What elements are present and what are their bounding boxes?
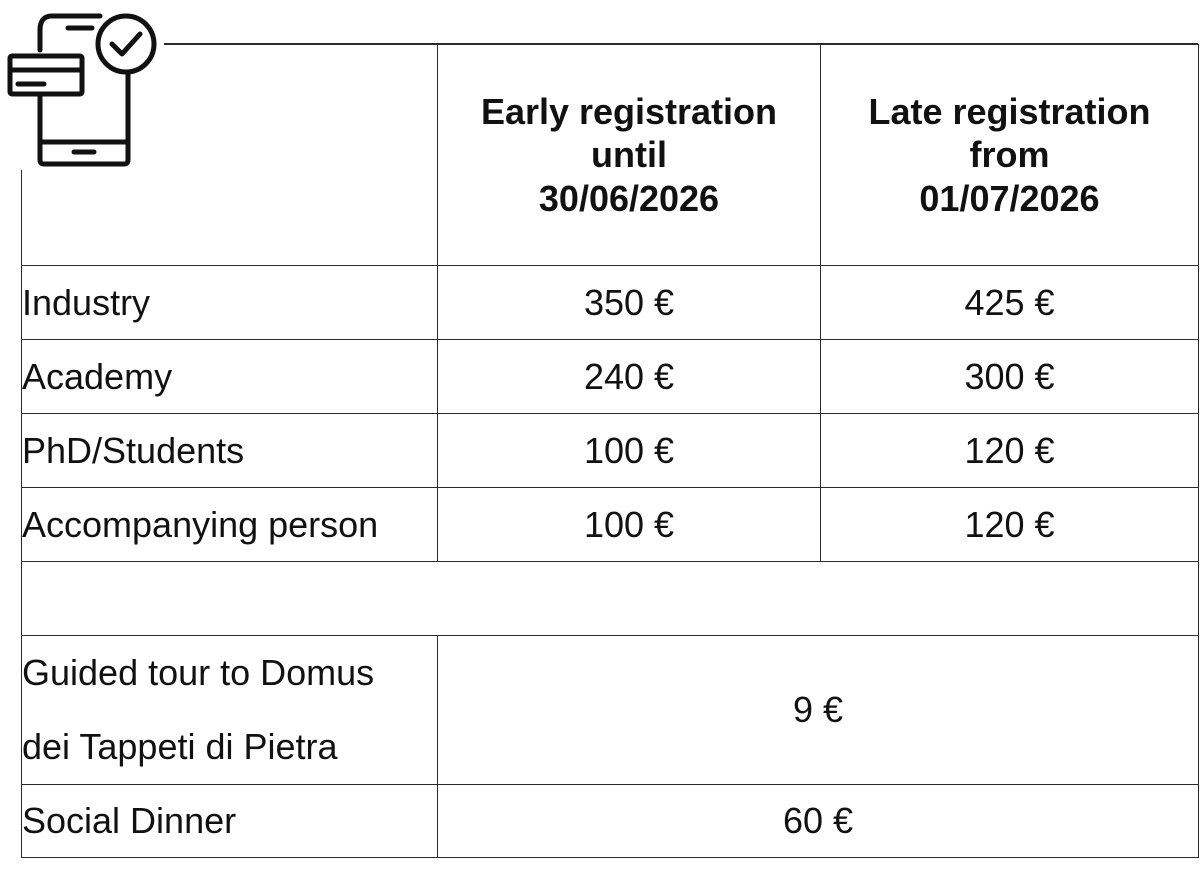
table-spacer-row xyxy=(22,562,1199,636)
header-early-line-3: 30/06/2026 xyxy=(538,177,720,219)
spacer-cell xyxy=(22,562,1199,636)
table-row-phd-students xyxy=(22,414,1199,488)
row-label: Academy xyxy=(22,340,438,414)
late-price: 425 € xyxy=(821,266,1199,340)
late-price: 300 € xyxy=(821,340,1199,414)
dinner-price: 60 € xyxy=(438,785,1199,858)
late-price: 120 € xyxy=(821,414,1199,488)
header-late-line-1: Late registration xyxy=(868,91,1151,133)
table-row-industry xyxy=(22,266,1199,340)
mobile-payment-icon xyxy=(4,10,164,170)
table-row-social-dinner xyxy=(22,785,1199,858)
table-row-guided-tour xyxy=(22,636,1199,785)
row-label: PhD/Students xyxy=(22,414,438,488)
header-late-line-2: from xyxy=(969,134,1050,176)
early-price: 100 € xyxy=(438,488,821,562)
registration-fees-table xyxy=(21,44,1199,858)
header-early-registration xyxy=(438,45,821,266)
row-label: Accompanying person xyxy=(22,488,438,562)
header-early-line-1: Early registration xyxy=(480,91,778,133)
table-row-academy xyxy=(22,340,1199,414)
table-row-accompanying-person xyxy=(22,488,1199,562)
tour-price: 9 € xyxy=(438,636,1199,785)
header-late-registration xyxy=(821,45,1199,266)
tour-label-line-2: dei Tappeti di Pietra xyxy=(22,726,338,767)
row-label: Industry xyxy=(22,266,438,340)
table-header-row xyxy=(22,45,1199,266)
header-late-line-3: 01/07/2026 xyxy=(919,177,1100,219)
row-label: Social Dinner xyxy=(22,785,438,858)
late-price: 120 € xyxy=(821,488,1199,562)
row-label xyxy=(22,636,438,785)
tour-label-line-1: Guided tour to Domus xyxy=(22,652,375,693)
early-price: 350 € xyxy=(438,266,821,340)
early-price: 240 € xyxy=(438,340,821,414)
registration-fees-table-container xyxy=(21,44,1198,854)
early-price: 100 € xyxy=(438,414,821,488)
header-early-line-2: until xyxy=(591,134,667,176)
